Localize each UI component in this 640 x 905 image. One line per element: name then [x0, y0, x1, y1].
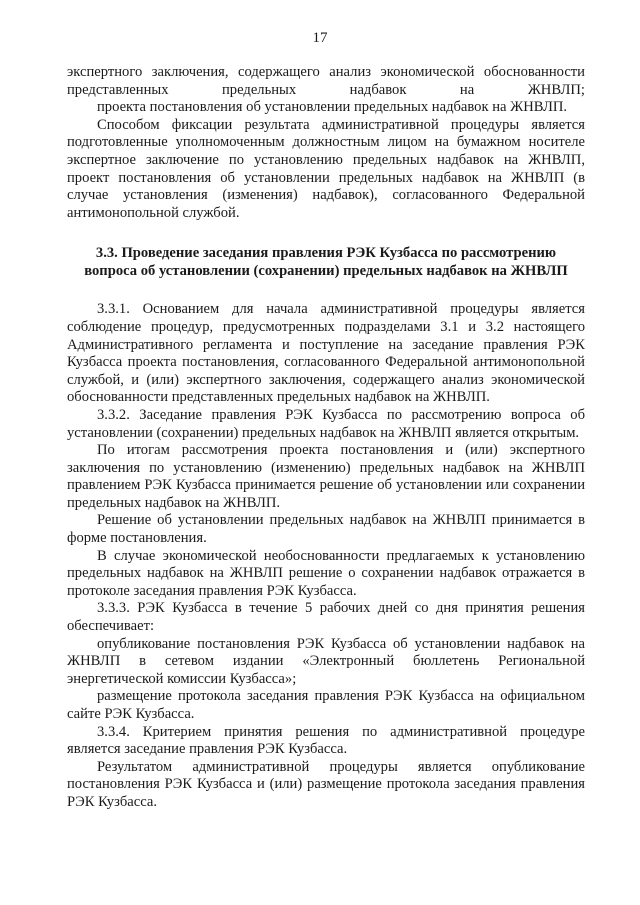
document-body: [67, 64, 585, 812]
paragraph-review-results: По итогам рассмотрения проекта постановления и (или) экспертного заключения по установлению (изменению) предельных надбавок на ЖНВЛП правлением РЭК Кузбасса принимается решение об установлении или сохранении предельных надбавок на ЖНВЛП.: [67, 442, 585, 511]
paragraph-publication: опубликование постановления РЭК Кузбасса об установлении надбавок на ЖНВЛП в сетевом издании «Электронный бюллетень Региональной энергетической комиссии Кузбасса»;: [67, 635, 585, 687]
paragraph-result: Результатом административной процедуры является опубликование постановления РЭК Кузбасса и (или) размещение протокола заседания правления РЭК Кузбасса.: [67, 758, 585, 810]
paragraph-fixation-method: Способом фиксации результата административной процедуры является подготовленные уполномоченным должностным лицом на бумажном носителе экспертное заключение по установлению предельных надбавок на ЖНВЛП, проект постановления об установлении предельных надбавок на ЖНВЛП (в случае установления (изменения) надбавок), согласованного Федеральной антимонопольной службой.: [67, 116, 585, 221]
paragraph-protocol-placement: размещение протокола заседания правления РЭК Кузбасса на официальном сайте РЭК Кузбасса.: [67, 688, 585, 722]
paragraph-3-3-3: 3.3.3. РЭК Кузбасса в течение 5 рабочих дней со дня принятия решения обеспечивает:: [67, 600, 585, 635]
section-heading-3-3: 3.3. Проведение заседания правления РЭК Кузбасса по рассмотрению вопроса об установлении (сохранении) предельных надбавок на ЖНВЛП: [84, 245, 568, 280]
page-number: 17: [312, 30, 328, 46]
paragraph-3-3-2: 3.3.2. Заседание правления РЭК Кузбасса по рассмотрению вопроса об установлении (сохранении) предельных надбавок на ЖНВЛП является открытым.: [67, 406, 585, 441]
paragraph-economic-unreasonableness: В случае экономической необоснованности предлагаемых к установлению предельных надбавок на ЖНВЛП решение о сохранении надбавок отражается в протоколе заседания правления РЭК Кузбасса.: [67, 547, 585, 599]
paragraph-expert-conclusion: экспертного заключения, содержащего анализ экономической обоснованности представленных предельных надбавок на ЖНВЛП;: [67, 64, 585, 98]
paragraph-draft-resolution: проекта постановления об установлении предельных надбавок на ЖНВЛП.: [97, 99, 568, 116]
paragraph-3-3-1: 3.3.1. Основанием для начала административной процедуры является соблюдение процедур, предусмотренных подразделами 3.1 и 3.2 настоящего Административного регламента и поступление на заседание правления РЭК Кузбасса проекта постановления, согласованного Федеральной антимонопольной службой, и (или) экспертного заключения, содержащего анализ экономической обоснованности представленных предельных надбавок на ЖНВЛП.: [67, 301, 585, 406]
paragraph-decision-form: Решение об установлении предельных надбавок на ЖНВЛП принимается в форме постановления.: [67, 512, 585, 547]
paragraph-3-3-4: 3.3.4. Критерием принятия решения по административной процедуре является заседание правления РЭК Кузбасса.: [67, 723, 585, 758]
